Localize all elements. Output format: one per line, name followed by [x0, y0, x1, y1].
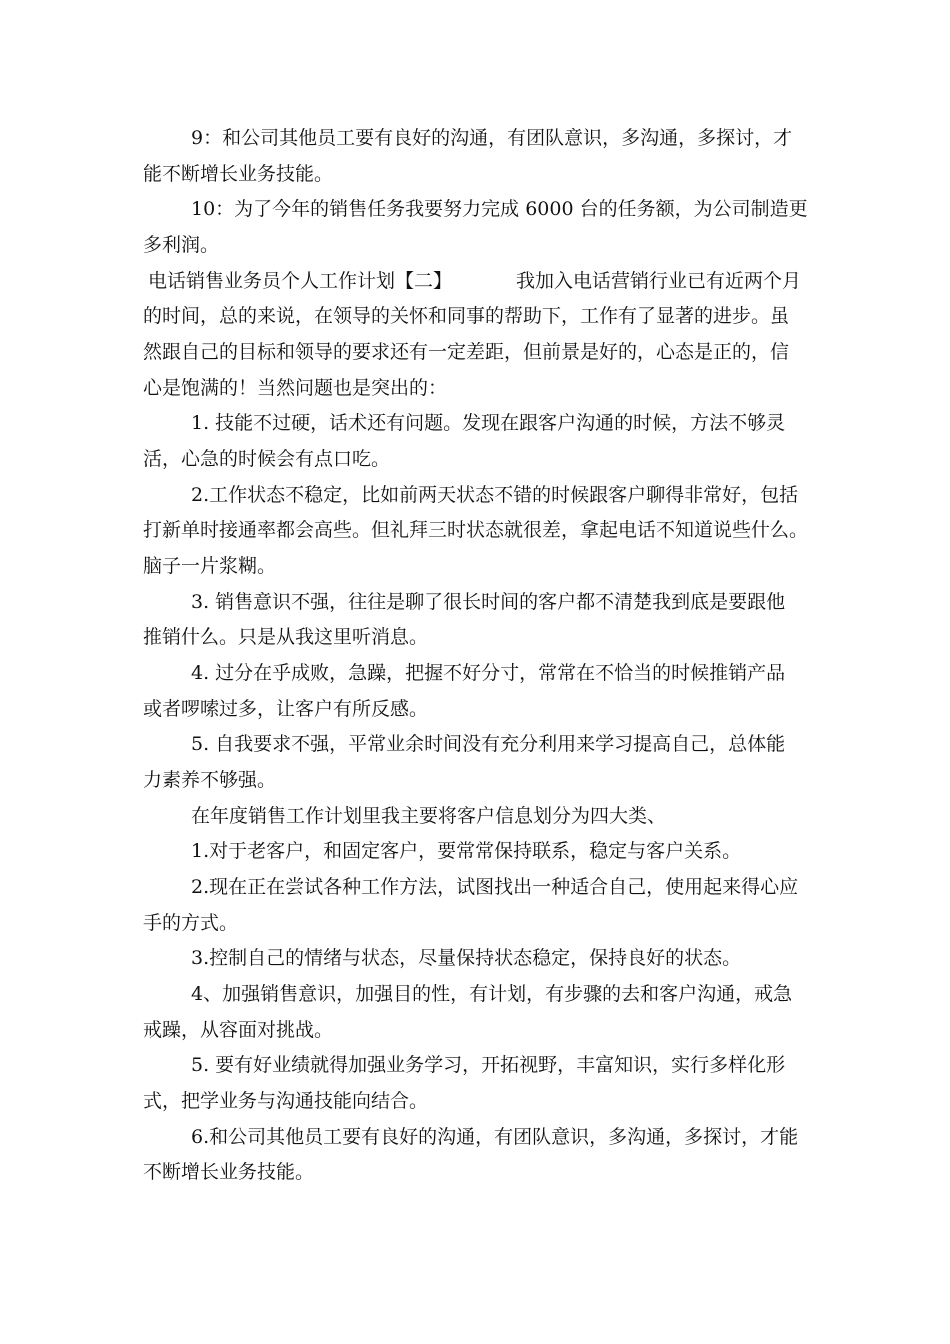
text-line: 1.对于老客户，和固定客户，要常常保持联系，稳定与客户关系。 [191, 840, 742, 862]
text-line: 戒躁，从容面对挑战。 [143, 1019, 334, 1041]
text-line: 3.控制自己的情绪与状态，尽量保持状态稳定，保持良好的状态。 [191, 947, 742, 969]
text-line: 5. 自我要求不强，平常业余时间没有充分利用来学习提高自己，总体能 [191, 733, 786, 755]
text-line: 3. 销售意识不强，往往是聊了很长时间的客户都不清楚我到底是要跟他 [191, 591, 786, 613]
text-line: 多利润。 [143, 234, 220, 256]
text-line: 活，心急的时候会有点口吃。 [143, 448, 391, 470]
text-line: 我加入电话营销行业已有近两个月 [516, 270, 802, 292]
text-line: 9：和公司其他员工要有良好的沟通，有团队意识，多沟通，多探讨，才 [191, 127, 793, 149]
text-line: 或者啰嗦过多，让客户有所反感。 [143, 698, 429, 720]
text-line: 2.工作状态不稳定，比如前两天状态不错的时候跟客户聊得非常好，包括 [191, 484, 799, 506]
section-heading-line [148, 269, 801, 293]
section-heading: 电话销售业务员个人工作计划【二】 [148, 270, 453, 292]
text-line: 4. 过分在乎成败，急躁，把握不好分寸，常常在不恰当的时候推销产品 [191, 662, 786, 684]
text-line: 6.和公司其他员工要有良好的沟通，有团队意识，多沟通，多探讨，才能 [191, 1126, 799, 1148]
text-line: 心是饱满的！当然问题也是突出的： [143, 377, 448, 399]
text-line: 然跟自己的目标和领导的要求还有一定差距，但前景是好的，心态是正的，信 [143, 341, 790, 363]
text-line: 式，把学业务与沟通技能向结合。 [143, 1090, 429, 1112]
text-line: 2.现在正在尝试各种工作方法，试图找出一种适合自己，使用起来得心应 [191, 876, 799, 898]
text-line: 推销什么。只是从我这里听消息。 [143, 626, 429, 648]
text-line: 1. 技能不过硬，话术还有问题。发现在跟客户沟通的时候，方法不够灵 [191, 412, 786, 434]
text-line: 脑子一片浆糊。 [143, 555, 277, 577]
text-line: 力素养不够强。 [143, 769, 277, 791]
text-line: 打新单时接通率都会高些。但礼拜三时状态就很差，拿起电话不知道说些什么。 [143, 519, 809, 541]
text-line: 不断增长业务技能。 [143, 1161, 315, 1183]
text-line: 4、加强销售意识，加强目的性，有计划，有步骤的去和客户沟通，戒急 [191, 983, 793, 1005]
text-line: 在年度销售工作计划里我主要将客户信息划分为四大类、 [191, 805, 667, 827]
text-line: 10：为了今年的销售任务我要努力完成 6000 台的任务额，为公司制造更 [191, 198, 808, 220]
text-line: 手的方式。 [143, 912, 239, 934]
text-line: 能不断增长业务技能。 [143, 163, 334, 185]
text-line: 5. 要有好业绩就得加强业务学习，开拓视野，丰富知识，实行多样化形 [191, 1054, 786, 1076]
text-line: 的时间，总的来说，在领导的关怀和同事的帮助下，工作有了显著的进步。虽 [143, 305, 790, 327]
